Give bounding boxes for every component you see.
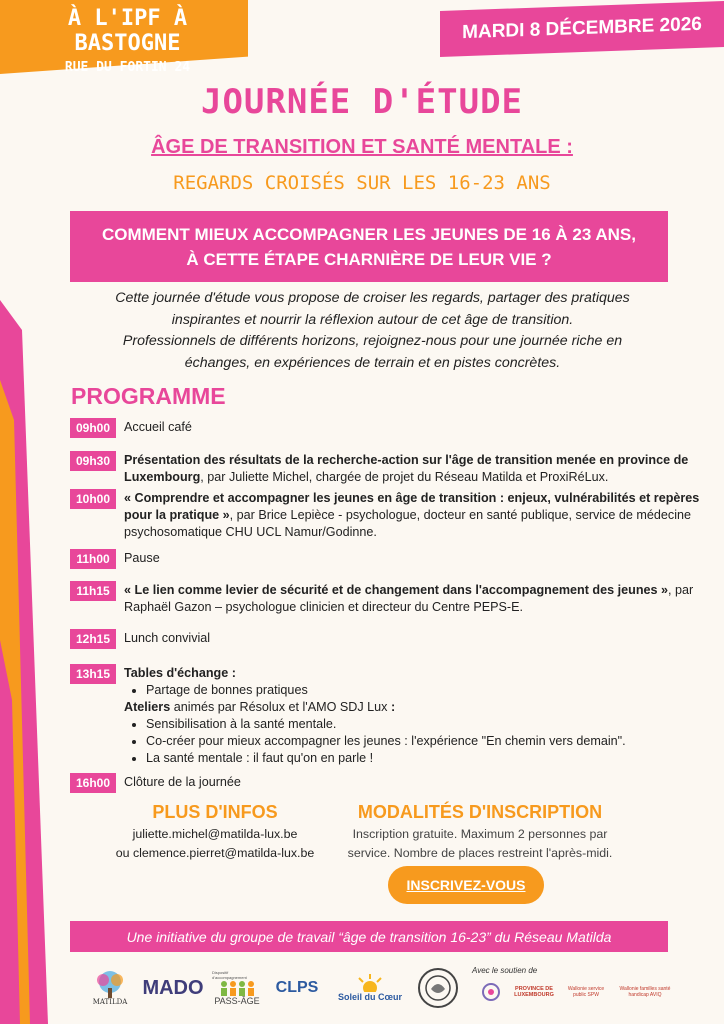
time-badge: 11h15: [70, 581, 116, 601]
intro-line: Professionnels de différents horizons, rejoignez-nous pour une journée riche en: [122, 333, 623, 349]
besame-seal-logo: [416, 963, 460, 1013]
venue-name: À L'IPF À BASTOGNE: [67, 6, 188, 56]
question-banner: [70, 211, 668, 282]
soleil-du-coeur-logo: [334, 963, 406, 1013]
programme-description: [124, 774, 704, 791]
seal-icon: [417, 967, 459, 1009]
time-badge: 13h15: [70, 664, 116, 684]
matilda-logo: [86, 963, 134, 1013]
time-badge: 11h00: [70, 549, 116, 569]
programme-bold: « Comprendre et accompagner les jeunes en âge de transition : enjeux, vulnérabilités et repères pour la pratique »: [124, 491, 700, 522]
programme-bold: Présentation des résultats de la recherche-action sur l'âge de transition menée en province de Luxembourg: [124, 453, 689, 484]
matilda-tree-icon: [93, 970, 127, 998]
passage-logo-caption: Dispositif d'accompagnement: [212, 970, 247, 980]
province-luxembourg-logo: PROVINCE DE LUXEMBOURG: [514, 986, 554, 998]
infos-contacts: [65, 825, 365, 863]
question-line-2: À CETTE ÉTAPE CHARNIÈRE DE LEUR VIE ?: [186, 249, 552, 269]
subtitle-secondary: REGARDS CROISÉS SUR LES 16-23 ANS: [173, 172, 551, 194]
time-badge: 09h30: [70, 451, 116, 471]
programme-description: [124, 550, 704, 567]
page-title: JOURNÉE D'ÉTUDE: [200, 82, 524, 122]
question-line-1: COMMENT MIEUX ACCOMPAGNER LES JEUNES DE 16 À 23 ANS,: [101, 224, 636, 244]
matilda-logo-text: MATILDA: [92, 998, 128, 1006]
date-banner: MARDI 8 DÉCEMBRE 2026: [440, 1, 724, 57]
programme-description: [124, 490, 704, 541]
programme-text: , par Brice Lepièce - psychologue, docteur en santé publique, service de médecine psychosomatique CHU UCL Namur/Godinne.: [124, 508, 692, 539]
wallonie-spw-logo: Wallonie service public SPW: [567, 986, 605, 998]
programme-description: [124, 419, 704, 436]
ateliers-text: animés par Résolux et l'AMO SDJ Lux: [170, 700, 391, 714]
venue-badge: [10, 6, 245, 75]
email-link[interactable]: ou clemence.pierret@matilda-lux.be: [115, 846, 315, 860]
intro-line: échanges, en expériences de terrain et en pistes concrètes.: [184, 354, 561, 371]
soleil-logo-text: Soleil du Cœur: [338, 992, 402, 1002]
programme-bold: « Le lien comme levier de sécurité et de changement dans l'accompagnement des jeunes »: [124, 583, 669, 597]
time-badge: 10h00: [70, 489, 116, 509]
passage-logo: [212, 963, 262, 1013]
people-icon: [218, 980, 256, 996]
programme-description: [124, 452, 704, 486]
programme-text: Pause: [124, 551, 160, 565]
time-badge: 09h00: [70, 418, 116, 438]
ateliers-colon: :: [390, 700, 396, 714]
sun-icon: [355, 974, 385, 992]
inscription-title: MODALITÉS D'INSCRIPTION: [357, 802, 603, 822]
email-link[interactable]: juliette.michel@matilda-lux.be: [132, 827, 298, 841]
tables-list: [124, 682, 704, 699]
programme-text: , par Juliette Michel, chargée de projet du Réseau Matilda et ProxiRéLux.: [200, 470, 609, 484]
intro-line: inspirantes et nourrir la réflexion autour de cet âge de transition.: [171, 311, 574, 328]
inscription-line: service. Nombre de places restreint l'après-midi.: [347, 846, 613, 860]
list-item: • Co-créer pour mieux accompagner les jeunes : l'expérience "En chemin vers demain".: [146, 733, 704, 750]
venue-address: RUE DU FORTIN 24: [64, 60, 191, 75]
time-badge: 16h00: [70, 773, 116, 793]
clps-logo: CLPS: [275, 979, 319, 996]
partner-logo: [478, 978, 504, 1006]
subtitle: ÂGE DE TRANSITION ET SANTÉ MENTALE :: [151, 136, 573, 158]
ateliers-line: [124, 699, 704, 716]
list-item: • Partage de bonnes pratiques: [146, 682, 704, 699]
programme-bold: Tables d'échange :: [124, 666, 236, 680]
support-label: Avec le soutien de: [472, 966, 538, 975]
infos-title: PLUS D'INFOS: [152, 802, 278, 822]
register-button[interactable]: INSCRIVEZ-VOUS: [388, 866, 544, 904]
programme-text: Accueil café: [124, 420, 192, 434]
list-item: • Sensibilisation à la santé mentale.: [146, 716, 704, 733]
time-badge: 12h15: [70, 629, 116, 649]
programme-description: [124, 582, 704, 616]
inscription-text: [335, 825, 625, 863]
programme-description: [124, 665, 704, 767]
intro-line: Cette journée d'étude vous propose de croiser les regards, partager des pratiques: [115, 290, 630, 306]
programme-description: [124, 630, 704, 647]
partner-icon: [481, 982, 501, 1002]
programme-text: Lunch convivial: [124, 631, 211, 645]
mado-logo: MADO: [142, 976, 204, 999]
ateliers-list: [124, 716, 704, 767]
programme-title: PROGRAMME: [71, 383, 226, 409]
intro-paragraph: [80, 288, 665, 374]
list-item: • La santé mentale : il faut qu'on en parle !: [146, 750, 704, 767]
ateliers-label: Ateliers: [124, 700, 171, 714]
programme-text: Clôture de la journée: [124, 775, 241, 789]
wallonie-aviq-logo: Wallonie familles santé handicap AVIQ: [619, 986, 671, 998]
footer-banner: Une initiative du groupe de travail “âge de transition 16-23” du Réseau Matilda: [70, 921, 668, 952]
passage-logo-text: PASS-ÂGE: [214, 996, 260, 1006]
programme-text: , par Raphaël Gazon – psychologue clinicien et directeur du Centre PEPS-E.: [124, 583, 694, 614]
inscription-line: Inscription gratuite. Maximum 2 personnes par: [352, 827, 608, 841]
